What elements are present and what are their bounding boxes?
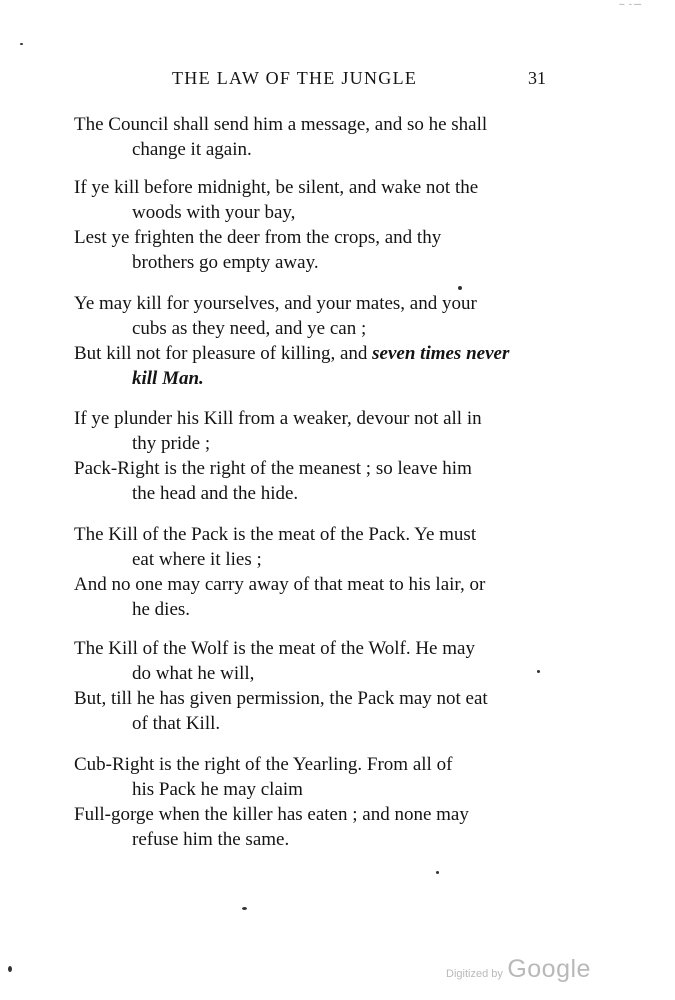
verse-line: If ye plunder his Kill from a weaker, devour not all in — [74, 408, 482, 429]
verse-continuation: the head and the hide. — [132, 483, 299, 504]
verse-line: But, till he has given permission, the Pack may not eat — [74, 688, 488, 709]
scan-speck — [8, 966, 12, 972]
digitized-watermark — [446, 955, 591, 984]
stanza-2 — [74, 175, 552, 275]
stanza-5 — [74, 522, 552, 622]
running-title: THE LAW OF THE JUNGLE — [172, 68, 418, 88]
stanza-7 — [74, 752, 552, 852]
verse-line: Full-gorge when the killer has eaten ; and none may — [74, 804, 469, 825]
verse-continuation: do what he will, — [132, 663, 255, 684]
scan-speck — [436, 871, 439, 874]
verse-line: The Council shall send him a message, and so he shall — [74, 114, 488, 135]
corner-scan-mark: ╶╴╶ ─╴ — [617, 0, 644, 9]
verse-line: Ye may kill for yourselves, and your mates, and your — [74, 293, 477, 314]
stanza-1 — [74, 112, 552, 162]
verse-continuation: his Pack he may claim — [132, 779, 303, 800]
verse-line — [74, 341, 552, 366]
scan-speck — [242, 907, 247, 910]
scan-speck — [537, 670, 540, 673]
verse-continuation: he dies. — [132, 599, 191, 620]
verse-line: And no one may carry away of that meat to his lair, or — [74, 574, 486, 595]
verse-continuation-italic: kill Man. — [132, 368, 204, 389]
stanza-3 — [74, 291, 552, 391]
verse-line: Pack-Right is the right of the meanest ; so leave him — [74, 458, 472, 479]
stanza-6 — [74, 636, 552, 736]
verse-line: If ye kill before midnight, be silent, and wake not the — [74, 177, 479, 198]
verse-line-roman: But kill not for pleasure of killing, and — [74, 343, 368, 364]
verse-continuation: eat where it lies ; — [132, 549, 262, 570]
verse-line: The Kill of the Pack is the meat of the Pack. Ye must — [74, 524, 477, 545]
verse-continuation: refuse him the same. — [132, 829, 290, 850]
verse-continuation: brothers go empty away. — [132, 252, 319, 273]
verse-continuation: change it again. — [132, 139, 252, 160]
scan-speck — [20, 43, 23, 45]
verse-line: Lest ye frighten the deer from the crops, and thy — [74, 227, 442, 248]
verse-line: The Kill of the Wolf is the meat of the Wolf. He may — [74, 638, 475, 659]
verse-continuation: woods with your bay, — [132, 202, 296, 223]
verse-continuation: cubs as they need, and ye can ; — [132, 318, 367, 339]
digitized-by-label: Digitized by — [446, 968, 503, 980]
page-header — [0, 68, 675, 96]
page-number: 31 — [528, 68, 546, 88]
google-brand: Google — [507, 955, 591, 983]
scan-speck — [458, 286, 462, 290]
stanza-4 — [74, 406, 552, 506]
verse-line-italic: seven times never — [372, 343, 510, 364]
verse-continuation: of that Kill. — [132, 713, 221, 734]
verse-line: Cub-Right is the right of the Yearling. From all of — [74, 754, 453, 775]
verse-continuation: thy pride ; — [132, 433, 211, 454]
